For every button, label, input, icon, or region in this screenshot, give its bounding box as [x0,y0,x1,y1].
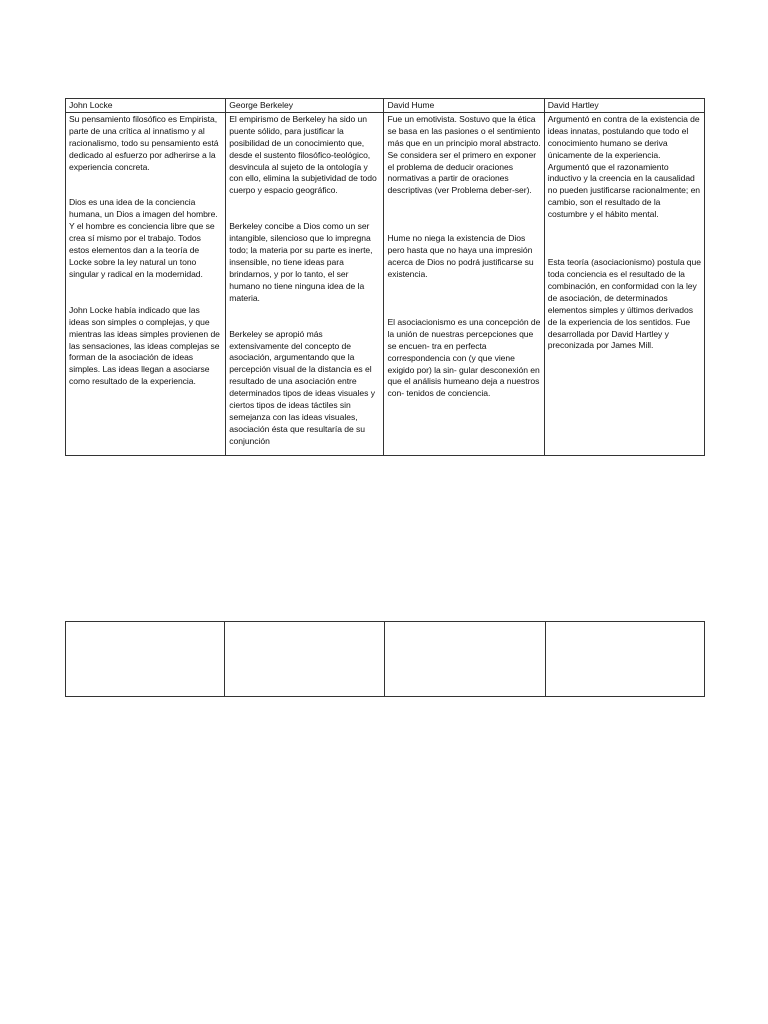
header-george-berkeley: George Berkeley [226,99,384,113]
hartley-paragraph-2: Esta teoría (asociacionismo) postula que toda conciencia es el resultado de la combinación, en conformidad con la ley de asociación, de determinados elementos simples y últimos derivados de la experiencia de los sentidos. Fue desarrollada por David Hartley y preconizada por James Mill. [547,257,701,351]
empty-cell [385,622,545,697]
hume-paragraph-2: Hume no niega la existencia de Dios pero hasta que no haya una impresión acerca de Dios no podrá justificarse su existencia. [387,233,534,279]
table-header-row [66,99,705,113]
empty-cell [545,622,704,697]
header-david-hume: David Hume [384,99,544,113]
header-john-locke: John Locke [66,99,226,113]
berkeley-paragraph-2: Berkeley concibe a Dios como un ser intangible, silencioso que lo impregna todo; la materia por su parte es inerte, insensible, no tiene ideas para brindarnos, y por lo tanto, el ser humano no tiene ninguna idea de la materia. [229,221,373,303]
cell-david-hartley [544,112,704,455]
hume-paragraph-3: El asociacionismo es una concepción de la unión de nuestras percepciones que se encuen- tra en perfecta correspondencia con (y que viene exigido por) la sin- gular desconexión en que el análisis humeano deja a nuestros con- tenidos de conciencia. [387,316,541,399]
berkeley-paragraph-1: El empirismo de Berkeley ha sido un puente sólido, para justificar la posibilidad de un conocimiento que, desde el sustento filosófico-teológico, desvincula al sujeto de la ontología y con ello, elimina la subjetividad de todo cuerpo y espacio geográfico. [229,113,377,196]
cell-david-hume [384,112,544,455]
table-row [66,622,705,697]
empty-cell [225,622,385,697]
table-row [66,112,705,455]
hume-paragraph-1: Fue un emotivista. Sostuvo que la ética se basa en las pasiones o el sentimiento más que en un principio moral abstracto. Se considera ser el primero en exponer el problema de deducir oraciones normativas a partir de oraciones descriptivas (ver Problema deber-ser). [387,113,541,196]
hartley-paragraph-1: Argumentó en contra de la existencia de ideas innatas, postulando que todo el conocimiento humano se deriva únicamente de la experiencia. Argumentó que el razonamiento inductivo y la creencia en la causalidad no pueden justificarse racionalmente; en cambio, son el resultado de la costumbre y el hábito mental. [547,113,701,220]
header-david-hartley: David Hartley [544,99,704,113]
berkeley-paragraph-3: Berkeley se apropió más extensivamente del concepto de asociación, argumentando que la percepción visual de la distancia es el resultado de una asociación entre determinados tipos de ideas visuales y ciertos tipos de ideas táctiles sin semejanza con las ideas visuales, asociación ésta que resultaría de su conjunción [229,328,375,446]
locke-paragraph-2: Dios es una idea de la conciencia humana, un Dios a imagen del hombre. Y el hombre es conciencia libre que se crea sí mismo por el trabajo. Todos estos elementos dan a la teoría de Locke sobre la ley natural un tono singular y radical en la modernidad. [69,197,218,279]
cell-george-berkeley [226,112,384,455]
empty-cell [66,622,225,697]
locke-paragraph-3: John Locke había indicado que las ideas son simples o complejas, y que mientras las ideas simples provienen de las sensaciones, las ideas complejas se forman de la asociación de ideas simples. Las ideas llegan a asociarse como resultado de la experiencia. [69,304,220,387]
locke-paragraph-1: Su pensamiento filosófico es Empirista, parte de una crítica al innatismo y al racionalismo, todo su pensamiento está dedicado al esfuerzo por adherirse a la experiencia concreta. [69,113,219,172]
cell-john-locke [66,112,226,455]
empty-table [65,621,705,697]
philosophers-table [65,98,705,456]
